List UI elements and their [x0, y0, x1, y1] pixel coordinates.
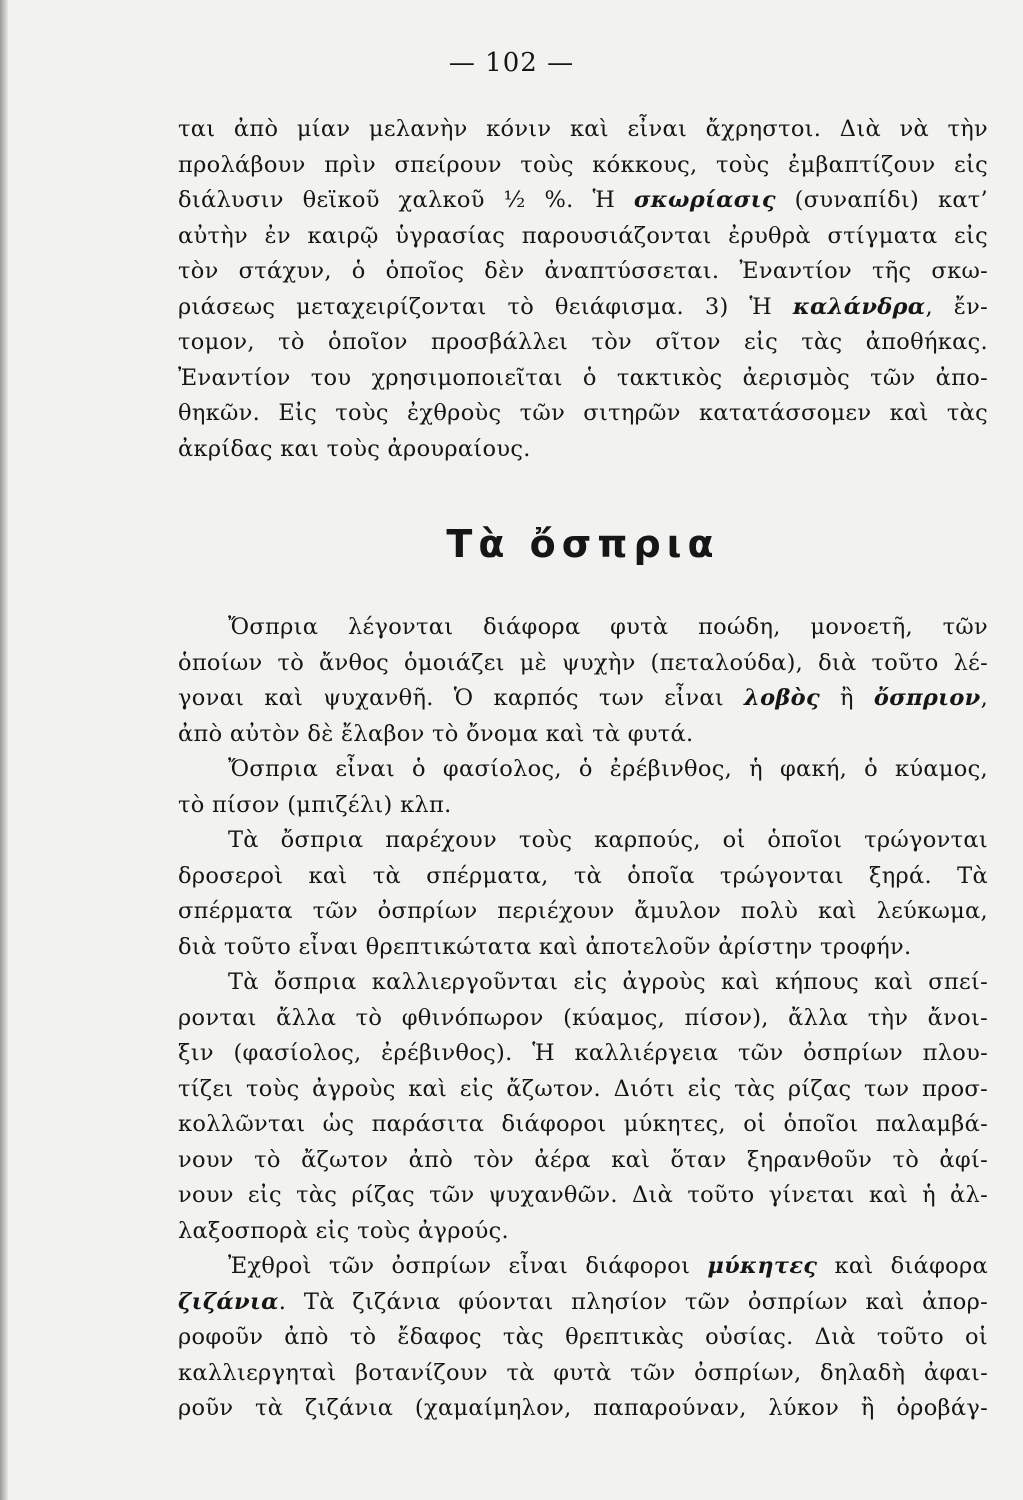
text-run: διάλυσιν θεϊκοῦ χαλκοῦ ½ %. Ἡ — [178, 187, 634, 213]
text-line — [178, 1001, 988, 1037]
text-run: ἢ — [819, 685, 874, 711]
text-line — [178, 859, 988, 895]
text-line — [178, 290, 988, 326]
page-number: — 102 — — [448, 48, 575, 78]
text-run: Τὰ ὄσπρια καλλιεργοῦνται εἰς ἀγροὺς καὶ κήπους καὶ σπεί- — [228, 969, 988, 995]
text-run: θηκῶν. Εἰς τοὺς ἐχθροὺς τῶν σιτηρῶν κατατάσσομεν καὶ τὰς — [178, 400, 988, 426]
text-run: , — [980, 685, 988, 711]
text-run: (συναπίδι) κατ’ — [775, 187, 988, 213]
text-line — [178, 361, 988, 397]
text-line — [178, 112, 988, 148]
text-line — [178, 254, 988, 290]
text-run: Ὄσπρια λέγονται διάφορα φυτὰ ποώδη, μονοετῆ, τῶν — [228, 614, 988, 640]
text-line — [178, 396, 988, 432]
bold-term: λοβὸς — [744, 685, 820, 711]
text-run: Ἐχθροὶ τῶν ὀσπρίων εἶναι διάφοροι — [228, 1253, 708, 1279]
text-run: ρονται ἄλλα τὸ φθινόπωρον (κύαμος, πίσον), ἄλλα τὴν ἄνοι- — [178, 1004, 988, 1031]
text-line — [178, 1214, 988, 1250]
text-line — [178, 1391, 988, 1427]
text-line — [178, 325, 988, 361]
text-run: προλάβουν πρὶν σπείρουν τοὺς κόκκους, τοὺς ἐμβαπτίζουν εἰς — [178, 151, 988, 178]
text-run: . Τὰ ζιζάνια φύονται πλησίον τῶν ὀσπρίων καὶ ἀπορ- — [278, 1288, 988, 1315]
text-line — [178, 610, 988, 646]
page-edge — [0, 0, 8, 1500]
paragraph-top — [178, 112, 988, 467]
text-line — [178, 1285, 988, 1321]
text-run: τὸν στάχυν, ὁ ὁποῖος δὲν ἀναπτύσσεται. Ἐναντίον τῆς σκω- — [178, 258, 988, 284]
text-run: ται ἀπὸ μίαν μελανὴν κόνιν καὶ εἶναι ἄχρηστοι. Διὰ νὰ τὴν — [178, 116, 988, 142]
bold-term: σκωρίασις — [633, 187, 776, 213]
bold-term: καλάνδρα — [792, 293, 926, 320]
text-run: νουν εἰς τὰς ρίζας τῶν ψυχανθῶν. Διὰ τοῦτο γίνεται καὶ ἡ ἀλ- — [178, 1182, 988, 1208]
bold-term: ὄσπριον — [873, 685, 981, 711]
text-run: κολλῶνται ὡς παράσιτα διάφοροι μύκητες, οἱ ὁποῖοι παλαμβά- — [178, 1111, 988, 1137]
text-run: , ἔν- — [925, 293, 988, 320]
text-line — [178, 1320, 988, 1356]
section-heading: Τὰ ὄσπρια — [446, 522, 720, 566]
text-run: Τὰ ὄσπρια παρέχουν τοὺς καρπούς, οἱ ὁποῖοι τρώγονται — [228, 827, 988, 853]
text-run: ὁποίων τὸ ἄνθος ὁμοιάζει μὲ ψυχὴν (πεταλούδα), διὰ τοῦτο λέ- — [178, 649, 988, 676]
text-line — [178, 930, 988, 966]
text-line — [178, 681, 988, 717]
text-line — [178, 752, 988, 788]
text-line — [178, 1107, 988, 1143]
text-run: αὐτὴν ἐν καιρῷ ὑγρασίας παρουσιάζονται ἐρυθρὰ στίγματα εἰς — [178, 222, 988, 249]
text-line — [178, 823, 988, 859]
text-run: ροφοῦν ἀπὸ τὸ ἔδαφος τὰς θρεπτικὰς οὐσίας. Διὰ τοῦτο οἱ — [178, 1324, 988, 1350]
text-run: ἀπὸ αὐτὸν δὲ ἔλαβον τὸ ὄνομα καὶ τὰ φυτά. — [178, 720, 694, 747]
text-line — [178, 1356, 988, 1392]
text-line — [178, 1036, 988, 1072]
text-run: τίζει τοὺς ἀγροὺς καὶ εἰς ἄζωτον. Διότι εἰς τὰς ρίζας των προσ- — [178, 1075, 988, 1102]
text-line — [178, 1143, 988, 1179]
text-run: ροῦν τὰ ζιζάνια (χαμαίμηλον, παπαρούναν, λύκον ἢ ὀροβάγ- — [178, 1395, 988, 1421]
text-line — [178, 788, 988, 824]
text-line — [178, 1072, 988, 1108]
text-run: Ὄσπρια εἶναι ὁ φασίολος, ὁ ἐρέβινθος, ἡ φακή, ὁ κύαμος, — [228, 756, 988, 782]
text-line — [178, 1178, 988, 1214]
text-line — [178, 432, 988, 468]
text-line — [178, 646, 988, 682]
text-line — [178, 717, 988, 753]
text-run: Ἐναντίον του χρησιμοποιεῖται ὁ τακτικὸς ἀερισμὸς τῶν ἀπο- — [178, 364, 988, 391]
text-run: ριάσεως μεταχειρίζονται τὸ θειάφισμα. 3) Ἡ — [178, 293, 793, 320]
text-run: νουν τὸ ἄζωτον ἀπὸ τὸν ἀέρα καὶ ὅταν ξηρανθοῦν τὸ ἀφί- — [178, 1146, 988, 1173]
text-run: γοναι καὶ ψυχανθῆ. Ὁ καρπός των εἶναι — [178, 685, 745, 711]
text-line — [178, 183, 988, 219]
text-line — [178, 1249, 988, 1285]
text-run: ξιν (φασίολος, ἐρέβινθος). Ἡ καλλιέργεια τῶν ὀσπρίων πλου- — [178, 1040, 988, 1066]
bold-term: μύκητες — [707, 1253, 818, 1279]
text-run: τομον, τὸ ὁποῖον προσβάλλει τὸν σῖτον εἰς τὰς ἀποθήκας. — [178, 329, 988, 355]
text-line — [178, 965, 988, 1001]
text-run: δροσεροὶ καὶ τὰ σπέρματα, τὰ ὁποῖα τρώγονται ξηρά. Τὰ — [178, 862, 988, 889]
paragraph-body — [178, 610, 988, 1427]
bold-term: ζιζάνια — [178, 1288, 279, 1315]
text-run: σπέρματα τῶν ὀσπρίων περιέχουν ἄμυλον πολὺ καὶ λεύκωμα, — [178, 898, 988, 924]
text-line — [178, 148, 988, 184]
text-line — [178, 219, 988, 255]
text-run: διὰ τοῦτο εἶναι θρεπτικώτατα καὶ ἀποτελοῦν ἀρίστην τροφήν. — [178, 933, 912, 960]
text-run: ἀκρίδας και τοὺς ἀρουραίους. — [178, 435, 531, 462]
text-run: καὶ διάφορα — [817, 1253, 988, 1279]
text-run: τὸ πίσον (μπιζέλι) κλπ. — [178, 791, 452, 818]
text-run: λαξοσπορὰ εἰς τοὺς ἀγρούς. — [178, 1217, 509, 1244]
text-run: καλλιεργηταὶ βοτανίζουν τὰ φυτὰ τῶν ὀσπρίων, δηλαδὴ ἀφαι- — [178, 1359, 988, 1386]
text-line — [178, 894, 988, 930]
